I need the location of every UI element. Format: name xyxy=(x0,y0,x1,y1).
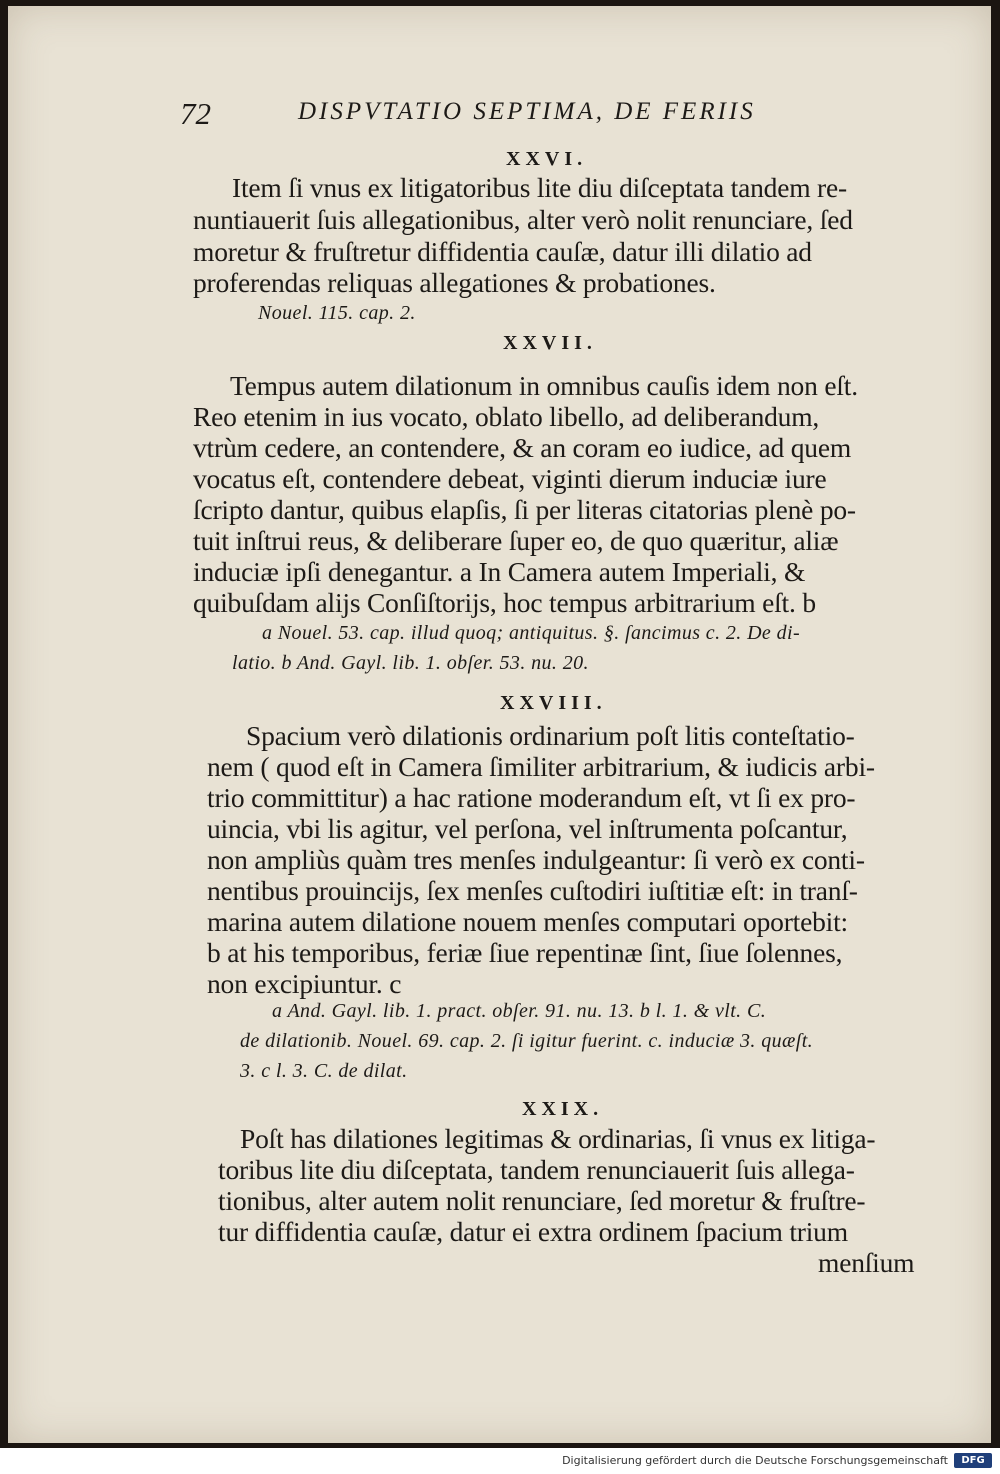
text-line: Tempus autem dilationum in omnibus cauſis idem non eſt. xyxy=(230,370,858,401)
text-line: moretur & fruſtretur diffidentia cauſæ, datur illi dilatio ad xyxy=(193,236,812,267)
text-line: b at his temporibus, feriæ ſiue repentinæ ſint, ſiue ſolennes, xyxy=(207,937,843,968)
text-line: marina autem dilatione nouem menſes computari oportebit: xyxy=(207,906,848,937)
dfg-logo: DFG xyxy=(954,1453,992,1468)
text-line: tur diffidentia cauſæ, datur ei extra ordinem ſpacium trium xyxy=(218,1216,848,1247)
text-line: vocatus eſt, contendere debeat, viginti dierum induciæ iure xyxy=(193,463,827,494)
section-number: XXVI. xyxy=(506,148,588,170)
text-line: ſcripto dantur, quibus elapſis, ſi per literas citatorias plenè po- xyxy=(193,494,856,525)
citation-line: Nouel. 115. cap. 2. xyxy=(258,302,416,324)
page-number: 72 xyxy=(180,96,211,131)
text-line: Poſt has dilationes legitimas & ordinarias, ſi vnus ex litiga- xyxy=(240,1123,876,1154)
citation-line: de dilationib. Nouel. 69. cap. 2. ſi igitur fuerint. c. induciæ 3. quæſt. xyxy=(240,1030,814,1052)
citation-line: a And. Gayl. lib. 1. pract. obſer. 91. nu. 13. b l. 1. & vlt. C. xyxy=(272,1000,767,1022)
section-number: XXIX. xyxy=(522,1098,604,1120)
text-line: Item ſi vnus ex litigatoribus lite diu diſceptata tandem re- xyxy=(232,172,847,203)
running-title: DISPVTATIO SEPTIMA, DE FERIIS xyxy=(298,98,756,125)
text-line: nentibus prouincijs, ſex menſes cuſtodiri iuſtitiæ eſt: in tranſ- xyxy=(207,875,858,906)
text-line: induciæ ipſi denegantur. a In Camera autem Imperiali, & xyxy=(193,556,806,587)
citation-line: latio. b And. Gayl. lib. 1. obſer. 53. nu. 20. xyxy=(232,652,589,674)
text-line: tionibus, alter autem nolit renunciare, ſed moretur & fruſtre- xyxy=(218,1185,866,1216)
citation-line: a Nouel. 53. cap. illud quoq; antiquitus. §. ſancimus c. 2. De di- xyxy=(262,622,801,644)
text-line: non ampliùs quàm tres menſes indulgeantur: ſi verò ex conti- xyxy=(207,844,865,875)
citation-line: 3. c l. 3. C. de dilat. xyxy=(240,1060,408,1082)
section-number: XXVII. xyxy=(503,332,597,354)
text-line: trio committitur) a hac ratione moderandum eſt, vt ſi ex pro- xyxy=(207,782,856,813)
text-line: Reo etenim in ius vocato, oblato libello, ad deliberandum, xyxy=(193,401,820,432)
text-line: vtrùm cedere, an contendere, & an coram eo iudice, ad quem xyxy=(193,432,852,463)
text-line: toribus lite diu diſceptata, tandem renunciauerit ſuis allega- xyxy=(218,1154,855,1185)
section-number: XXVIII. xyxy=(500,692,607,714)
text-line: uincia, vbi lis agitur, vel perſona, vel inſtrumenta poſcantur, xyxy=(207,813,848,844)
text-line: non excipiuntur. c xyxy=(207,968,402,999)
digitization-credit: Digitalisierung gefördert durch die Deutsche Forschungsgemeinschaft xyxy=(562,1454,948,1467)
text-line: tuit inſtrui reus, & deliberare ſuper eo, de quo quæritur, aliæ xyxy=(193,525,839,556)
text-line: menſium xyxy=(818,1247,915,1278)
text-line: nuntiauerit ſuis allegationibus, alter verò nolit renunciare, ſed xyxy=(193,204,853,235)
text-line: nem ( quod eſt in Camera ſimiliter arbitrarium, & iudicis arbi- xyxy=(207,751,875,782)
text-line: proferendas reliquas allegationes & probationes. xyxy=(193,267,716,298)
text-line: quibuſdam alijs Conſiſtorijs, hoc tempus arbitrarium eſt. b xyxy=(193,587,816,618)
text-line: Spacium verò dilationis ordinarium poſt litis conteſtatio- xyxy=(246,720,855,751)
